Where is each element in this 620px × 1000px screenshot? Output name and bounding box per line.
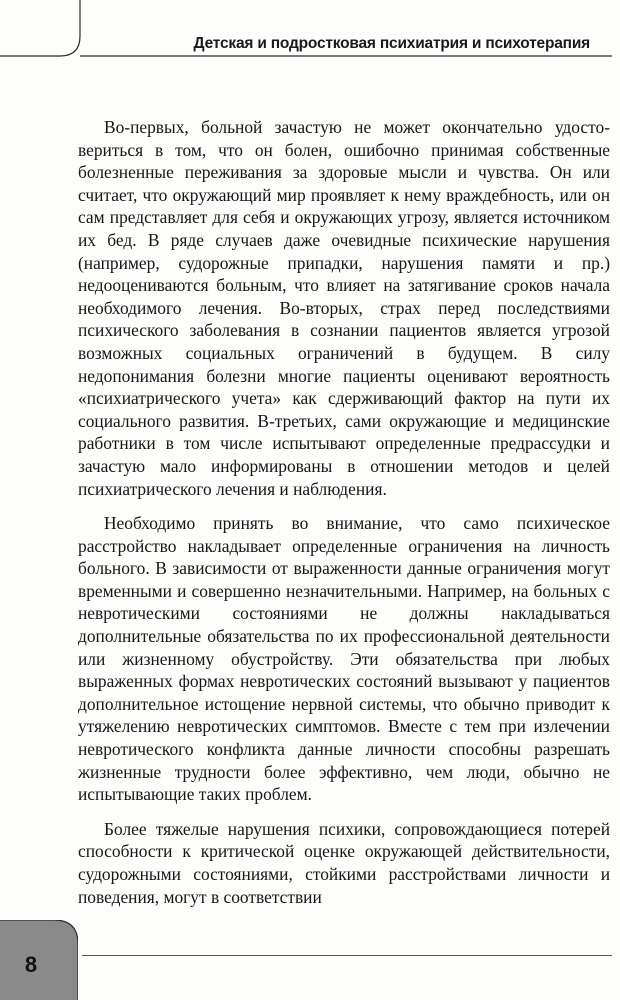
footer-rule bbox=[82, 955, 612, 956]
main-text bbox=[78, 116, 610, 920]
paragraph-2: Необходимо принять во внимание, что само психическое расстройство накладывает определенные ограничения на личность больного. В зависимости от выраженности данные ограничения могут временными и совершенно незначительными. Например, на больных с невротическими состояниями не должны накладываться дополнительные обязательства по их профессиональной деятельности или жизненному обустройству. Эти обязательства при любых выраженных формах невротических состояний вызывают у пациентов дополнительное истощение нервной системы, что обычно приводит к утяжелению невротических симптомов. Вместе с тем при излечении невротического конфликта данные личности способны разрешать жизненные трудности более эффективно, чем люди, обычно не испытывающие таких проблем. bbox=[78, 513, 610, 805]
page-number: 8 bbox=[24, 952, 38, 977]
paragraph-1: Во-первых, больной зачастую не может окончательно удостовериться в том, что он болен, ошибочно принимая собственные болезненные переживания за здоровые мысли и чувства. Он или считает, что окружающий мир проявляет к нему враждебность, или он сам представляет для себя и окружающих угрозу, является источником их бед. В ряде случаев даже очевидные психические нарушения (например, судорожные припадки, нарушения памяти и пр.) недооцениваются больным, что влияет на затягивание сроков начала необходимого лечения. Во-вторых, страх перед последствиями психического заболевания в сознании пациентов является угрозой возможных социальных ограничений в будущем. В силу недопонимания болезни многие пациенты оценивают вероятность «психиатрического учета» как сдерживающий фактор на пути их социального развития. В-третьих, сами окружающие и медицинские работники в том числе испытывают определенные предрассудки и зачастую мало информированы в отношении методов и целей психиатрического лечения и наблюдения. bbox=[78, 117, 610, 499]
running-title: Детская и подростковая психиатрия и психотерапия bbox=[193, 35, 590, 52]
paragraph-3: Более тяжелые нарушения психики, сопровождающиеся потерей способности к критической оценке окружающей действительности, судорожными состояниями, стойкими расстройствами личности и поведения, могут в соответствии bbox=[78, 818, 610, 907]
page-number-tab bbox=[0, 920, 78, 1000]
header-frame bbox=[0, 0, 620, 70]
